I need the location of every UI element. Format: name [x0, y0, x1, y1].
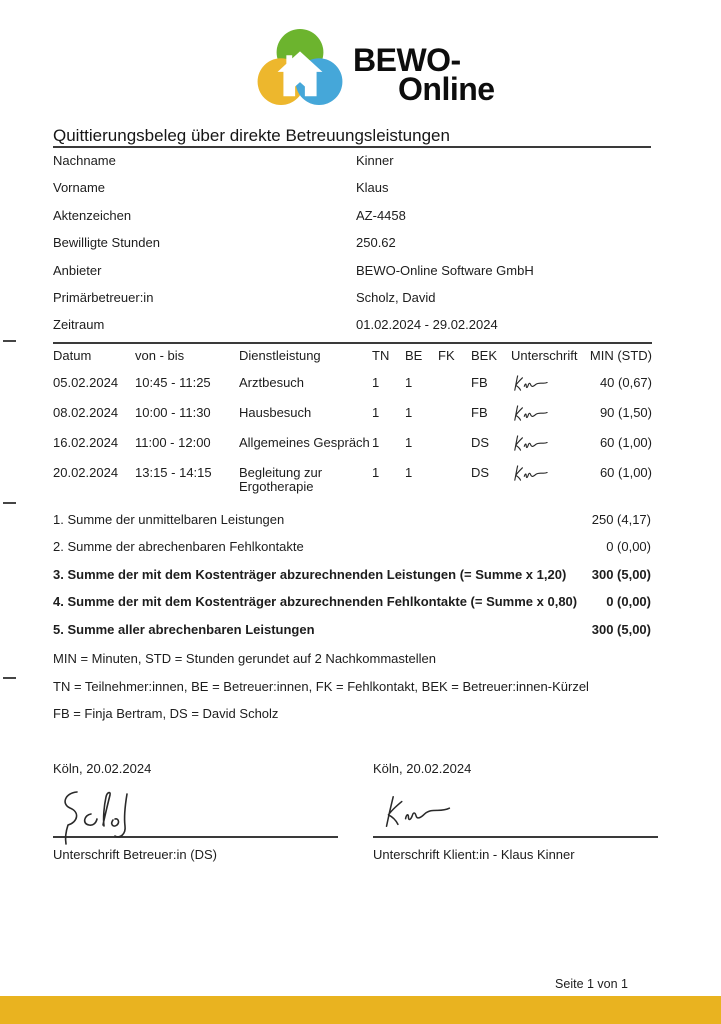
signature-scribble-icon: [511, 434, 549, 453]
summary-label: 5. Summe aller abrechenbaren Leistungen: [53, 621, 315, 637]
page-title: Quittierungsbeleg über direkte Betreuungsleistungen: [53, 126, 450, 145]
summary-row: [53, 513, 651, 527]
table-cell-von-bis: 10:45 - 11:25: [135, 375, 211, 390]
table-cell-min-std: 90 (1,50): [599, 405, 652, 420]
table-cell-unterschrift: [511, 376, 588, 393]
table-cell-bek: DS: [471, 465, 490, 480]
summary-row: [53, 623, 651, 637]
field-row-bewilligte-stunden: [53, 236, 651, 250]
table-cell-be: 1: [405, 465, 413, 480]
column-header-datum: Datum: [53, 348, 92, 363]
summary-value: 0 (0,00): [606, 594, 651, 610]
field-row-nachname: [53, 154, 651, 168]
house-circles-icon: [256, 28, 344, 106]
column-header-bek: BEK: [471, 348, 498, 363]
table-cell-unterschrift: [511, 436, 588, 453]
signature-label: Unterschrift Betreuer:in (DS): [53, 847, 217, 862]
signature-scribble-icon: [511, 404, 549, 423]
place-date: Köln, 20.02.2024: [373, 761, 472, 776]
table-cell-be: 1: [405, 405, 413, 420]
logo-word-line2: Online: [398, 71, 495, 107]
field-value: 01.02.2024 - 29.02.2024: [356, 317, 498, 333]
table-cell-datum: 16.02.2024: [53, 435, 119, 450]
summary-section: [53, 513, 651, 650]
table-cell-tn: 1: [372, 405, 380, 420]
table-cell-fk: [438, 406, 471, 423]
field-row-aktenzeichen: [53, 209, 651, 223]
table-cell-fk: [438, 436, 471, 453]
signature-label: Unterschrift Klient:in - Klaus Kinner: [373, 847, 575, 862]
field-label: Zeitraum: [53, 317, 105, 333]
field-label: Anbieter: [53, 262, 102, 278]
table-cell-tn: 1: [372, 435, 380, 450]
summary-value: 250 (4,17): [591, 512, 651, 527]
field-value: BEWO-Online Software GmbH: [356, 262, 534, 278]
field-value: 250.62: [356, 235, 396, 251]
table-cell-bek: FB: [471, 405, 488, 420]
field-value: Scholz, David: [356, 289, 436, 305]
signature-block-betreuer: [53, 762, 338, 862]
field-label: Aktenzeichen: [53, 207, 132, 223]
summary-value: 300 (5,00): [591, 621, 651, 637]
signature-section: [53, 762, 658, 862]
bewo-online-logo: [256, 28, 495, 106]
services-table: [53, 342, 652, 494]
field-label: Nachname: [53, 153, 116, 168]
fold-mark: [3, 340, 16, 342]
signature-scribble-icon: [511, 464, 549, 483]
field-label: Vorname: [53, 180, 106, 196]
table-cell-tn: 1: [372, 465, 380, 480]
table-cell-von-bis: 13:15 - 14:15: [135, 465, 212, 480]
summary-label: 1. Summe der unmittelbaren Leistungen: [53, 512, 285, 527]
legend-section: [53, 652, 651, 735]
table-cell-fk: [438, 466, 471, 494]
column-header-tn: TN: [372, 348, 390, 363]
table-cell-bek: FB: [471, 375, 488, 390]
legend-line: TN = Teilnehmer:innen, BE = Betreuer:innen, FK = Fehlkontakt, BEK = Betreuer:innen-Kürzel: [53, 678, 589, 694]
table-cell-min-std: 60 (1,00): [599, 435, 652, 450]
table-cell-be: 1: [405, 375, 413, 390]
table-cell-bek: DS: [471, 435, 490, 450]
table-cell-datum: 20.02.2024: [53, 465, 119, 480]
field-row-anbieter: [53, 264, 651, 278]
table-cell-dienstleistung: Hausbesuch: [239, 405, 312, 420]
summary-label: 2. Summe der abrechenbaren Fehlkontakte: [53, 539, 304, 555]
field-value: AZ-4458: [356, 207, 406, 223]
betreuer-signature-icon: [53, 786, 203, 848]
footer-accent-bar: [0, 996, 721, 1024]
table-cell-datum: 08.02.2024: [53, 405, 119, 420]
signature-block-klient: [373, 762, 658, 862]
logo-word-line1: BEWO-: [353, 42, 461, 78]
table-cell-unterschrift: [511, 406, 588, 423]
table-cell-von-bis: 11:00 - 12:00: [135, 435, 211, 450]
signature-line-klient: [373, 776, 658, 838]
column-header-von-bis: von - bis: [135, 348, 185, 363]
logo-wordmark: [353, 42, 495, 107]
place-date: Köln, 20.02.2024: [53, 761, 152, 776]
klient-signature-icon: [377, 792, 457, 832]
field-row-zeitraum: [53, 318, 651, 332]
table-cell-be: 1: [405, 435, 413, 450]
legend-line: MIN = Minuten, STD = Stunden gerundet auf 2 Nachkommastellen: [53, 651, 436, 666]
field-value: Klaus: [356, 180, 389, 196]
fold-mark: [3, 677, 16, 679]
table-cell-fk: [438, 376, 471, 393]
signature-scribble-icon: [511, 374, 549, 393]
table-cell-dienstleistung: Allgemeines Gespräch: [239, 435, 370, 450]
client-meta-fields: [53, 154, 651, 346]
summary-value: 300 (5,00): [591, 566, 651, 582]
column-header-fk: FK: [438, 348, 455, 363]
field-row-vorname: [53, 181, 651, 195]
column-header-be: BE: [405, 348, 423, 363]
legend-line: FB = Finja Bertram, DS = David Scholz: [53, 706, 279, 722]
page-number: Seite 1 von 1: [555, 977, 628, 991]
column-header-unterschrift: Unterschrift: [511, 348, 578, 363]
summary-value: 0 (0,00): [606, 539, 651, 555]
column-header-dienstleistung: Dienstleistung: [239, 348, 321, 363]
table-cell-min-std: 40 (0,67): [599, 375, 652, 390]
column-header-min-std: MIN (STD): [589, 348, 652, 363]
field-label: Primärbetreuer:in: [53, 289, 154, 305]
field-value: Kinner: [356, 153, 394, 168]
table-cell-dienstleistung: Arztbesuch: [239, 375, 305, 390]
table-cell-datum: 05.02.2024: [53, 375, 119, 390]
summary-row: [53, 540, 651, 554]
summary-label: 4. Summe der mit dem Kostenträger abzurechnenden Fehlkontakte (= Summe x 0,80): [53, 594, 578, 610]
field-label: Bewilligte Stunden: [53, 235, 160, 251]
table-cell-tn: 1: [372, 375, 380, 390]
table-cell-min-std: 60 (1,00): [599, 465, 652, 480]
fold-mark: [3, 502, 16, 504]
table-cell-unterschrift: [511, 466, 588, 494]
signature-line-betreuer: [53, 776, 338, 838]
summary-row: [53, 568, 651, 582]
field-row-primaerbetreuer: [53, 291, 651, 305]
title-rule: [53, 146, 651, 148]
table-cell-dienstleistung: Begleitung zur Ergotherapie: [239, 465, 323, 494]
summary-label: 3. Summe der mit dem Kostenträger abzurechnenden Leistungen (= Summe x 1,20): [53, 566, 567, 582]
summary-row: [53, 595, 651, 609]
table-cell-von-bis: 10:00 - 11:30: [135, 405, 211, 420]
